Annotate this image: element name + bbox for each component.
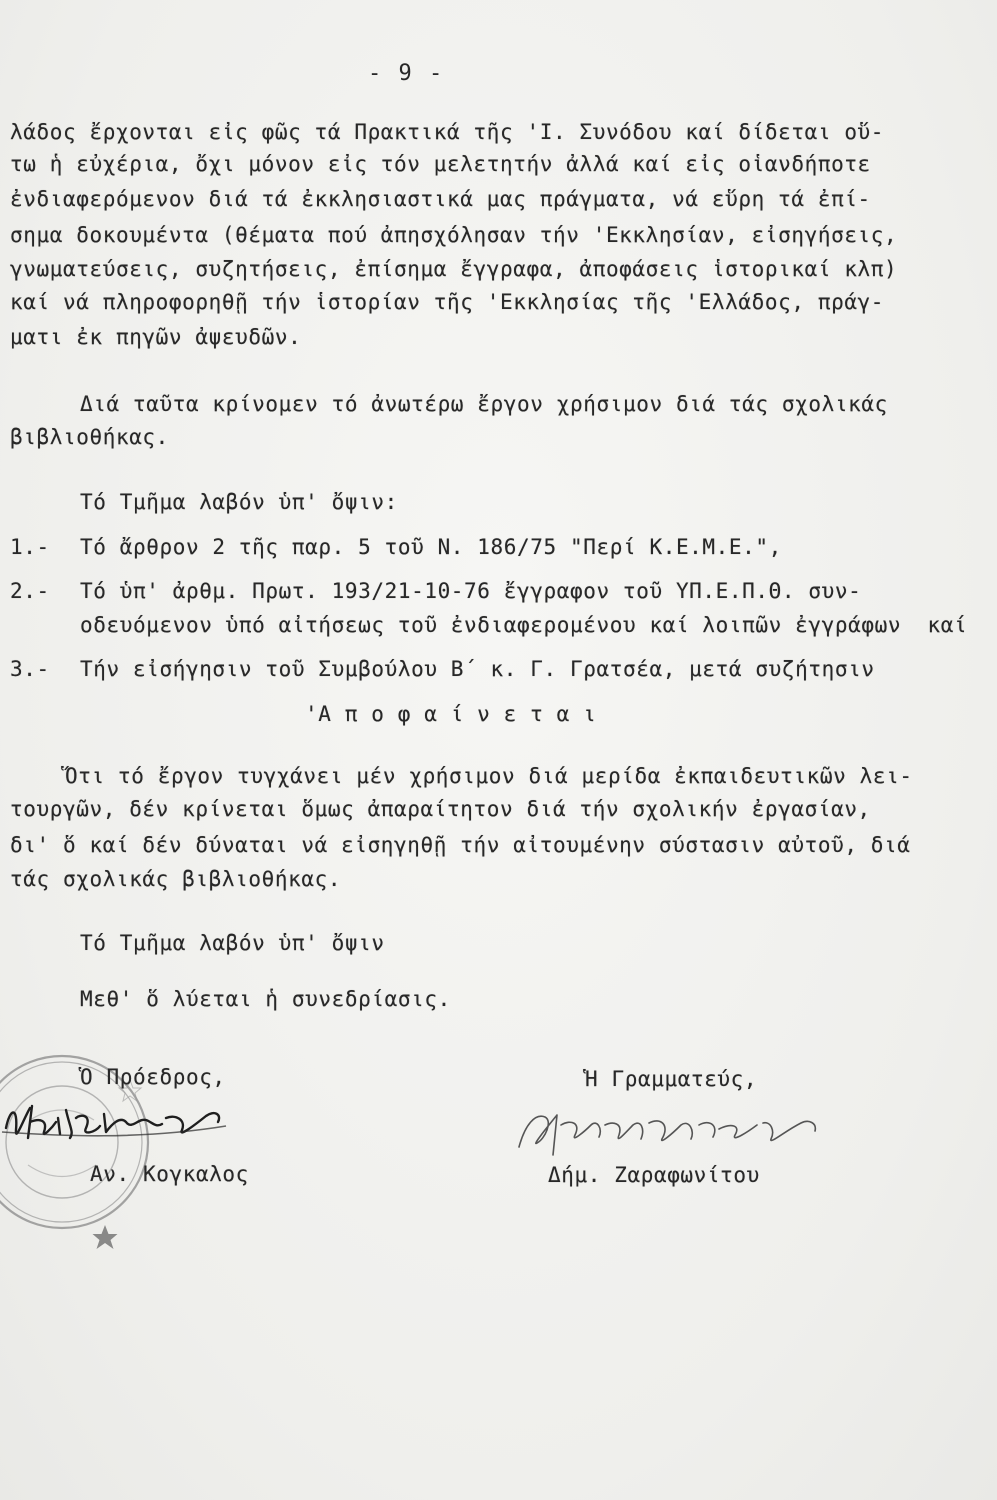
president-role: Ὁ Πρόεδρος,	[80, 1065, 226, 1089]
conclusion-line: βιβλιοθήκας.	[10, 425, 169, 449]
intro-line: καί νά πληροφορηθῇ τήν ἱστορίαν τῆς 'Εκκλησίας τῆς 'Ελλάδος, πράγ-	[10, 290, 885, 314]
decision-line: τάς σχολικάς βιβλιοθήκας.	[10, 867, 342, 891]
consideration-line: οδευόμενον ὑπό αἰτήσεως τοῦ ἐνδιαφερομένου καί λοιπῶν ἐγγράφων καί	[80, 613, 968, 637]
consideration-line: Τό ἄρθρον 2 τῆς παρ. 5 τοῦ Ν. 186/75 "Περί Κ.Ε.Μ.Ε.",	[80, 535, 782, 559]
secretary-role: Ἡ Γραμματεύς,	[585, 1067, 758, 1091]
consideration-number: 2.-	[10, 579, 50, 603]
consideration-line: Τήν εἰσήγησιν τοῦ Συμβούλου Β΄ κ. Γ. Γρατσέα, μετά συζήτησιν	[80, 657, 875, 681]
decision-heading: 'Α π ο φ α ί ν ε τ α ι	[305, 702, 597, 726]
secretary-signature	[505, 1095, 825, 1165]
president-name: Αν. Κογκαλος	[90, 1162, 249, 1186]
decision-line: τουργῶν, δέν κρίνεται ὅμως ἀπαραίτητον διά τήν σχολικήν ἐργασίαν,	[10, 797, 871, 821]
conclusion-line: Διά ταῦτα κρίνομεν τό ἀνωτέρω ἔργον χρήσιμον διά τάς σχολικάς	[80, 392, 888, 416]
consideration-line: Τό ὑπ' ἀρθμ. Πρωτ. 193/21-10-76 ἔγγραφον τοῦ ΥΠ.Ε.Π.Θ. συν-	[80, 579, 862, 603]
consideration-number: 3.-	[10, 657, 50, 681]
intro-line: γνωματεύσεις, συζητήσεις, ἐπίσημα ἔγγραφα, ἀποφάσεις ἱστορικαί κλπ)	[10, 257, 898, 281]
consideration-number: 1.-	[10, 535, 50, 559]
considering-heading: Τό Τμῆμα λαβόν ὑπ' ὄψιν:	[80, 490, 398, 514]
president-signature	[0, 1088, 230, 1158]
closing-line: Μεθ' ὅ λύεται ἡ συνεδρίασις.	[80, 987, 451, 1011]
decision-line: δι' ὅ καί δέν δύναται νά εἰσηγηθῇ τήν αἰτουμένην σύστασιν αὐτοῦ, διά	[10, 833, 911, 857]
repeat-heading: Τό Τμῆμα λαβόν ὑπ' ὄψιν	[80, 931, 385, 955]
intro-line: τω ἡ εὐχέρια, ὄχι μόνον εἰς τόν μελετητήν ἀλλά καί εἰς οἱανδήποτε	[10, 152, 871, 176]
page-number: - 9 -	[368, 61, 445, 86]
intro-line: ἐνδιαφερόμενον διά τά ἐκκλησιαστικά μας πράγματα, νά εὕρη τά ἐπί-	[10, 187, 871, 211]
secretary-name: Δήμ. Ζαραφωνίτου	[548, 1163, 760, 1187]
intro-line: σημα δοκουμέντα (θέματα πού ἀπησχόλησαν τήν 'Εκκλησίαν, εἰσηγήσεις,	[10, 223, 898, 247]
intro-line: ματι ἐκ πηγῶν ἀψευδῶν.	[10, 325, 302, 349]
intro-line: λάδος ἔρχονται εἰς φῶς τά Πρακτικά τῆς 'Ι. Συνόδου καί δίδεται οὕ-	[10, 120, 885, 144]
decision-line: Ὅτι τό ἔργον τυγχάνει μέν χρήσιμον διά μερίδα ἐκπαιδευτικῶν λει-	[65, 764, 913, 788]
